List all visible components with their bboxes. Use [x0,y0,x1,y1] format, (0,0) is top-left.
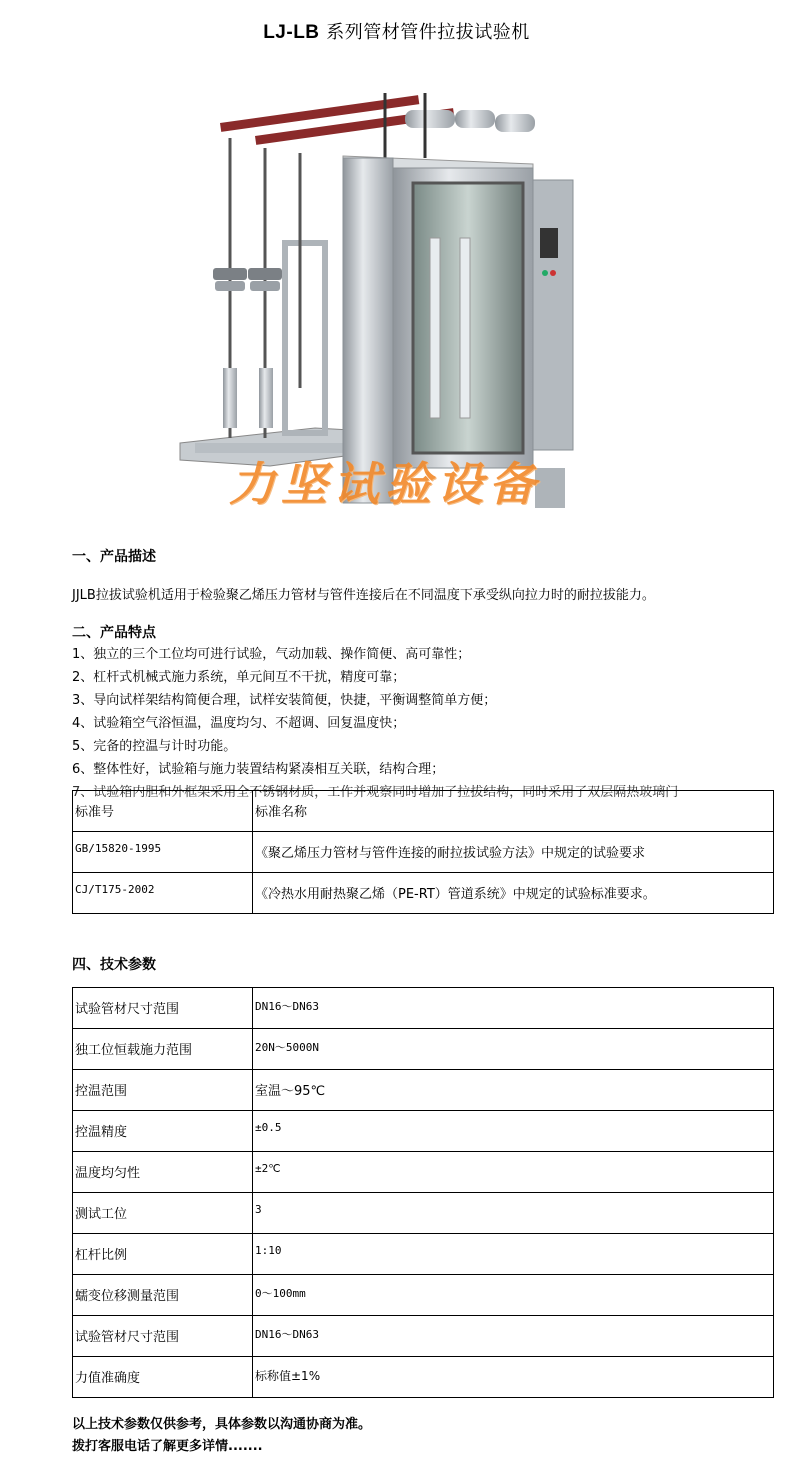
section-heading-description: 一、产品描述 [72,549,156,565]
spec-key: 温度均匀性 [73,1152,253,1193]
spec-key: 力值准确度 [73,1357,253,1398]
footer-note [72,1414,371,1458]
product-name: 系列管材管件拉拔试验机 [326,22,530,43]
feature-item-clipped: 7、试验箱内胆和外框架采用全不锈钢材质，工作并观察同时增加了拉拔结构，同时采用了双层隔热玻璃门 [72,785,679,800]
table-row [73,832,774,873]
table-row [73,1029,774,1070]
spec-value: ±2℃ [253,1152,774,1193]
feature-item: 5、完备的控温与计时功能。 [72,739,237,754]
table-row [73,1152,774,1193]
spec-key: 独工位恒载施力范围 [73,1029,253,1070]
feature-item: 6、整体性好，试验箱与施力装置结构紧凑相互关联，结构合理； [72,762,445,777]
spec-value: 0～100mm [253,1275,774,1316]
feature-item: 4、试验箱空气浴恒温，温度均匀、不超调、回复温度快； [72,716,406,731]
header-name: 标准名称 [253,791,774,832]
model-number: LJ-LB [263,22,320,43]
spec-key: 蠕变位移测量范围 [73,1275,253,1316]
table-row [73,1193,774,1234]
table-row [73,988,774,1029]
standard-code: GB/15820-1995 [73,832,253,873]
table-row [73,1316,774,1357]
section-heading-features: 二、产品特点 [72,625,156,641]
feature-item: 3、导向试样架结构简便合理，试样安装简便，快捷，平衡调整简单方便； [72,693,497,708]
spec-value: DN16～DN63 [253,1316,774,1357]
page-title [0,18,793,44]
feature-item: 2、杠杆式机械式施力系统，单元间互不干扰，精度可靠； [72,670,406,685]
header-code: 标准号 [73,791,253,832]
table-row [73,1357,774,1398]
spec-key: 控温范围 [73,1070,253,1111]
spec-value: 室温～95℃ [253,1070,774,1111]
spec-value: DN16～DN63 [253,988,774,1029]
spec-value: 3 [253,1193,774,1234]
table-row [73,1111,774,1152]
description-text: JJLB拉拔试验机适用于检验聚乙烯压力管材与管件连接后在不同温度下承受纵向拉力时的耐拉拔能力。 [72,588,655,603]
section-heading-specs: 四、技术参数 [72,957,156,973]
spec-key: 试验管材尺寸范围 [73,1316,253,1357]
standard-code: CJ/T175-2002 [73,873,253,914]
footer-disclaimer: 以上技术参数仅供参考，具体参数以沟通协商为准。 [72,1417,372,1432]
spec-key: 控温精度 [73,1111,253,1152]
table-row [73,1234,774,1275]
footer-contact: 拨打客服电话了解更多详情....... [72,1439,263,1454]
spec-key: 测试工位 [73,1193,253,1234]
spec-value: 1:10 [253,1234,774,1275]
table-row [73,1070,774,1111]
watermark-logo: 力坚试验设备 [229,457,541,511]
feature-item: 1、独立的三个工位均可进行试验，气动加载、操作简便、高可靠性； [72,647,471,662]
spec-value: 20N～5000N [253,1029,774,1070]
table-row [73,1275,774,1316]
table-header-row [73,791,774,832]
spec-key: 杠杆比例 [73,1234,253,1275]
spec-value: 标称值±1% [253,1357,774,1398]
spec-value: ±0.5 [253,1111,774,1152]
standard-name: 《聚乙烯压力管材与管件连接的耐拉拔试验方法》中规定的试验要求 [253,832,774,873]
specs-table [72,987,774,1398]
feature-list [72,643,679,800]
table-row [73,873,774,914]
standard-name: 《冷热水用耐热聚乙烯（PE-RT）管道系统》中规定的试验标准要求。 [253,873,774,914]
standards-table [72,790,774,914]
spec-key: 试验管材尺寸范围 [73,988,253,1029]
